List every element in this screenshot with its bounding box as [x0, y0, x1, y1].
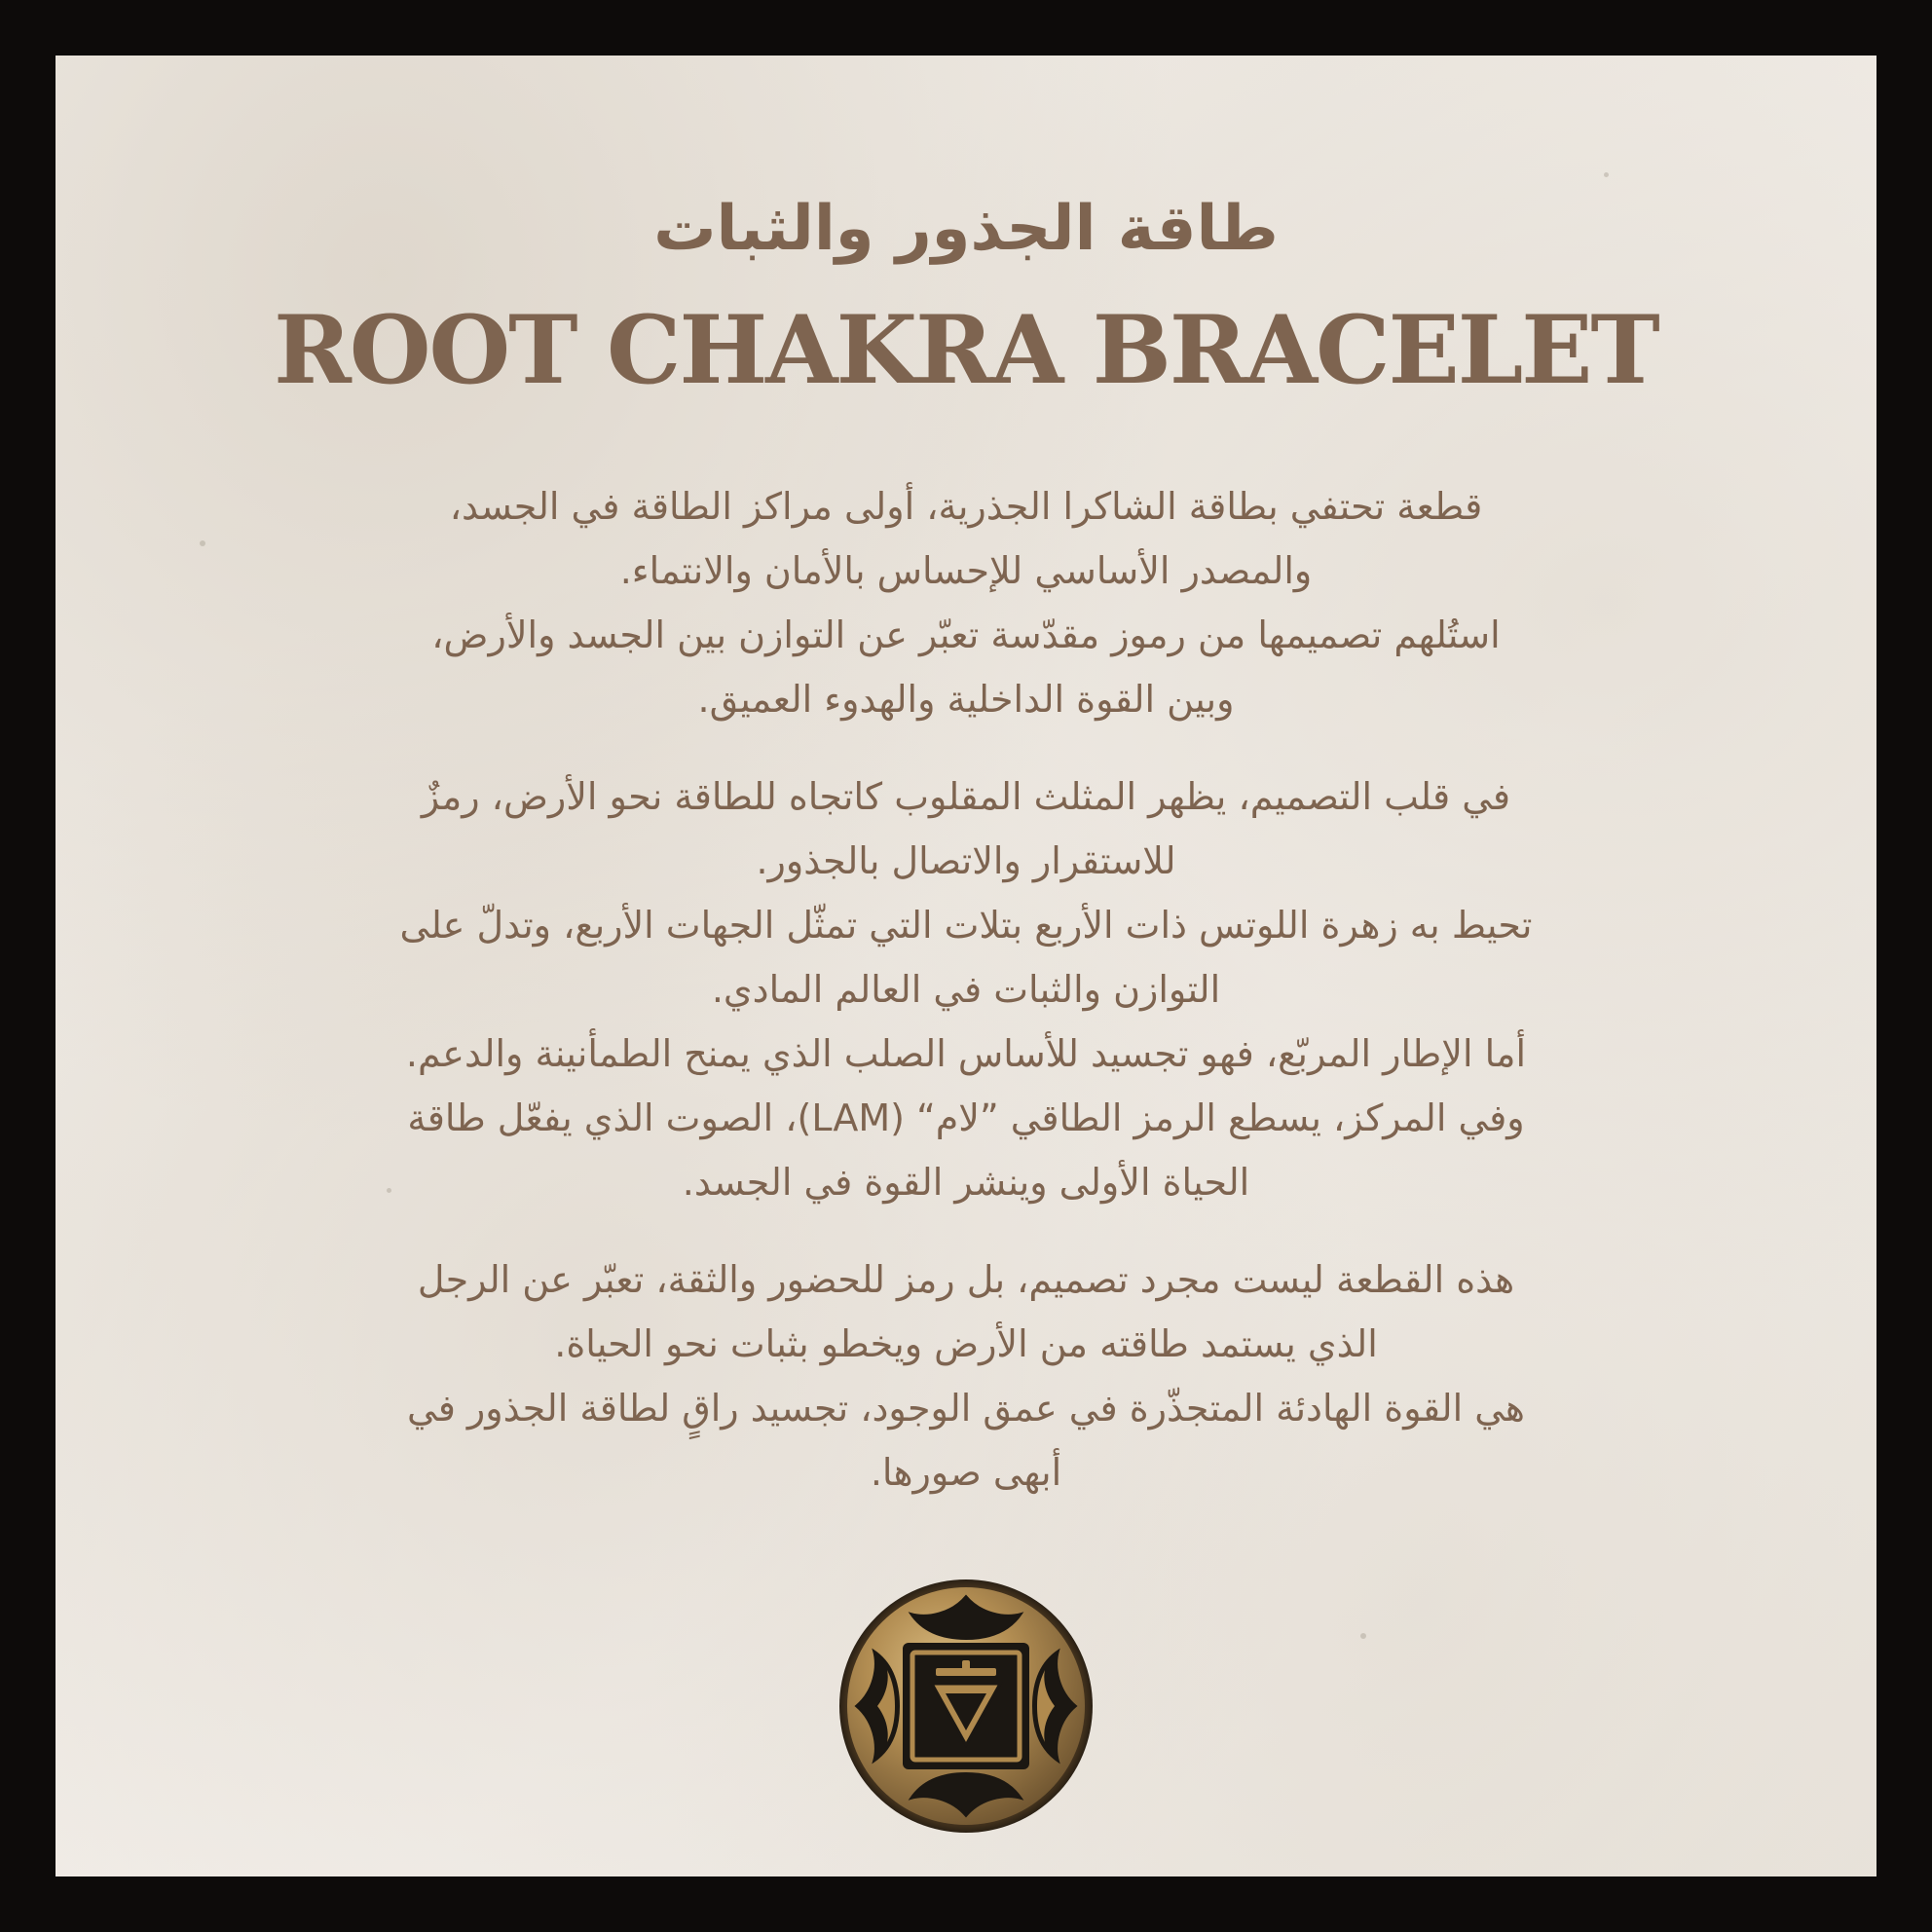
- description-line: تحيط به زهرة اللوتس ذات الأربع بتلات التي تمثّل الجهات الأربع، وتدلّ على: [399, 904, 1533, 947]
- description-text: [211, 474, 1721, 1538]
- description-line: أما الإطار المربّع، فهو تجسيد للأساس الصلب الذي يمنح الطمأنينة والدعم.: [405, 1032, 1527, 1075]
- paper-card: [56, 56, 1876, 1876]
- title-arabic: طاقة الجذور والثبات: [653, 193, 1279, 265]
- description-line: للاستقرار والاتصال بالجذور.: [756, 839, 1176, 882]
- description-line: وفي المركز، يسطع الرمز الطاقي ”لام“ (LAM)، الصوت الذي يفعّل طاقة: [407, 1096, 1525, 1139]
- description-line: استُلهم تصميمها من رموز مقدّسة تعبّر عن التوازن بين الجسد والأرض،: [431, 613, 1501, 656]
- description-paragraph-1: [211, 474, 1721, 731]
- description-line: أبهى صورها.: [870, 1451, 1062, 1494]
- description-line: والمصدر الأساسي للإحساس بالأمان والانتماء.: [619, 549, 1313, 592]
- paper-speck: [1604, 172, 1609, 177]
- description-line: هذه القطعة ليست مجرد تصميم، بل رمز للحضور والثقة، تعبّر عن الرجل: [417, 1258, 1515, 1301]
- root-chakra-emblem-svg: [835, 1575, 1097, 1838]
- paper-speck: [1360, 1633, 1366, 1639]
- description-line: قطعة تحتفي بطاقة الشاكرا الجذرية، أولى مراكز الطاقة في الجسد،: [449, 485, 1483, 528]
- description-line: وبين القوة الداخلية والهدوء العميق.: [697, 678, 1235, 721]
- title-english: ROOT CHAKRA BRACELET: [274, 295, 1658, 405]
- description-line: في قلب التصميم، يظهر المثلث المقلوب كاتجاه للطاقة نحو الأرض، رمزٌ: [421, 775, 1511, 818]
- description-line: الحياة الأولى وينشر القوة في الجسد.: [682, 1161, 1250, 1204]
- root-chakra-emblem-icon: [835, 1575, 1097, 1838]
- paper-speck: [200, 540, 205, 546]
- description-paragraph-3: [211, 1247, 1721, 1505]
- description-line: الذي يستمد طاقته من الأرض ويخطو بثبات نحو الحياة.: [554, 1322, 1378, 1365]
- description-line: هي القوة الهادئة المتجذّرة في عمق الوجود، تجسيد راقٍ لطاقة الجذور في: [407, 1387, 1525, 1430]
- description-line: التوازن والثبات في العالم المادي.: [711, 968, 1221, 1011]
- description-paragraph-2: [211, 764, 1721, 1214]
